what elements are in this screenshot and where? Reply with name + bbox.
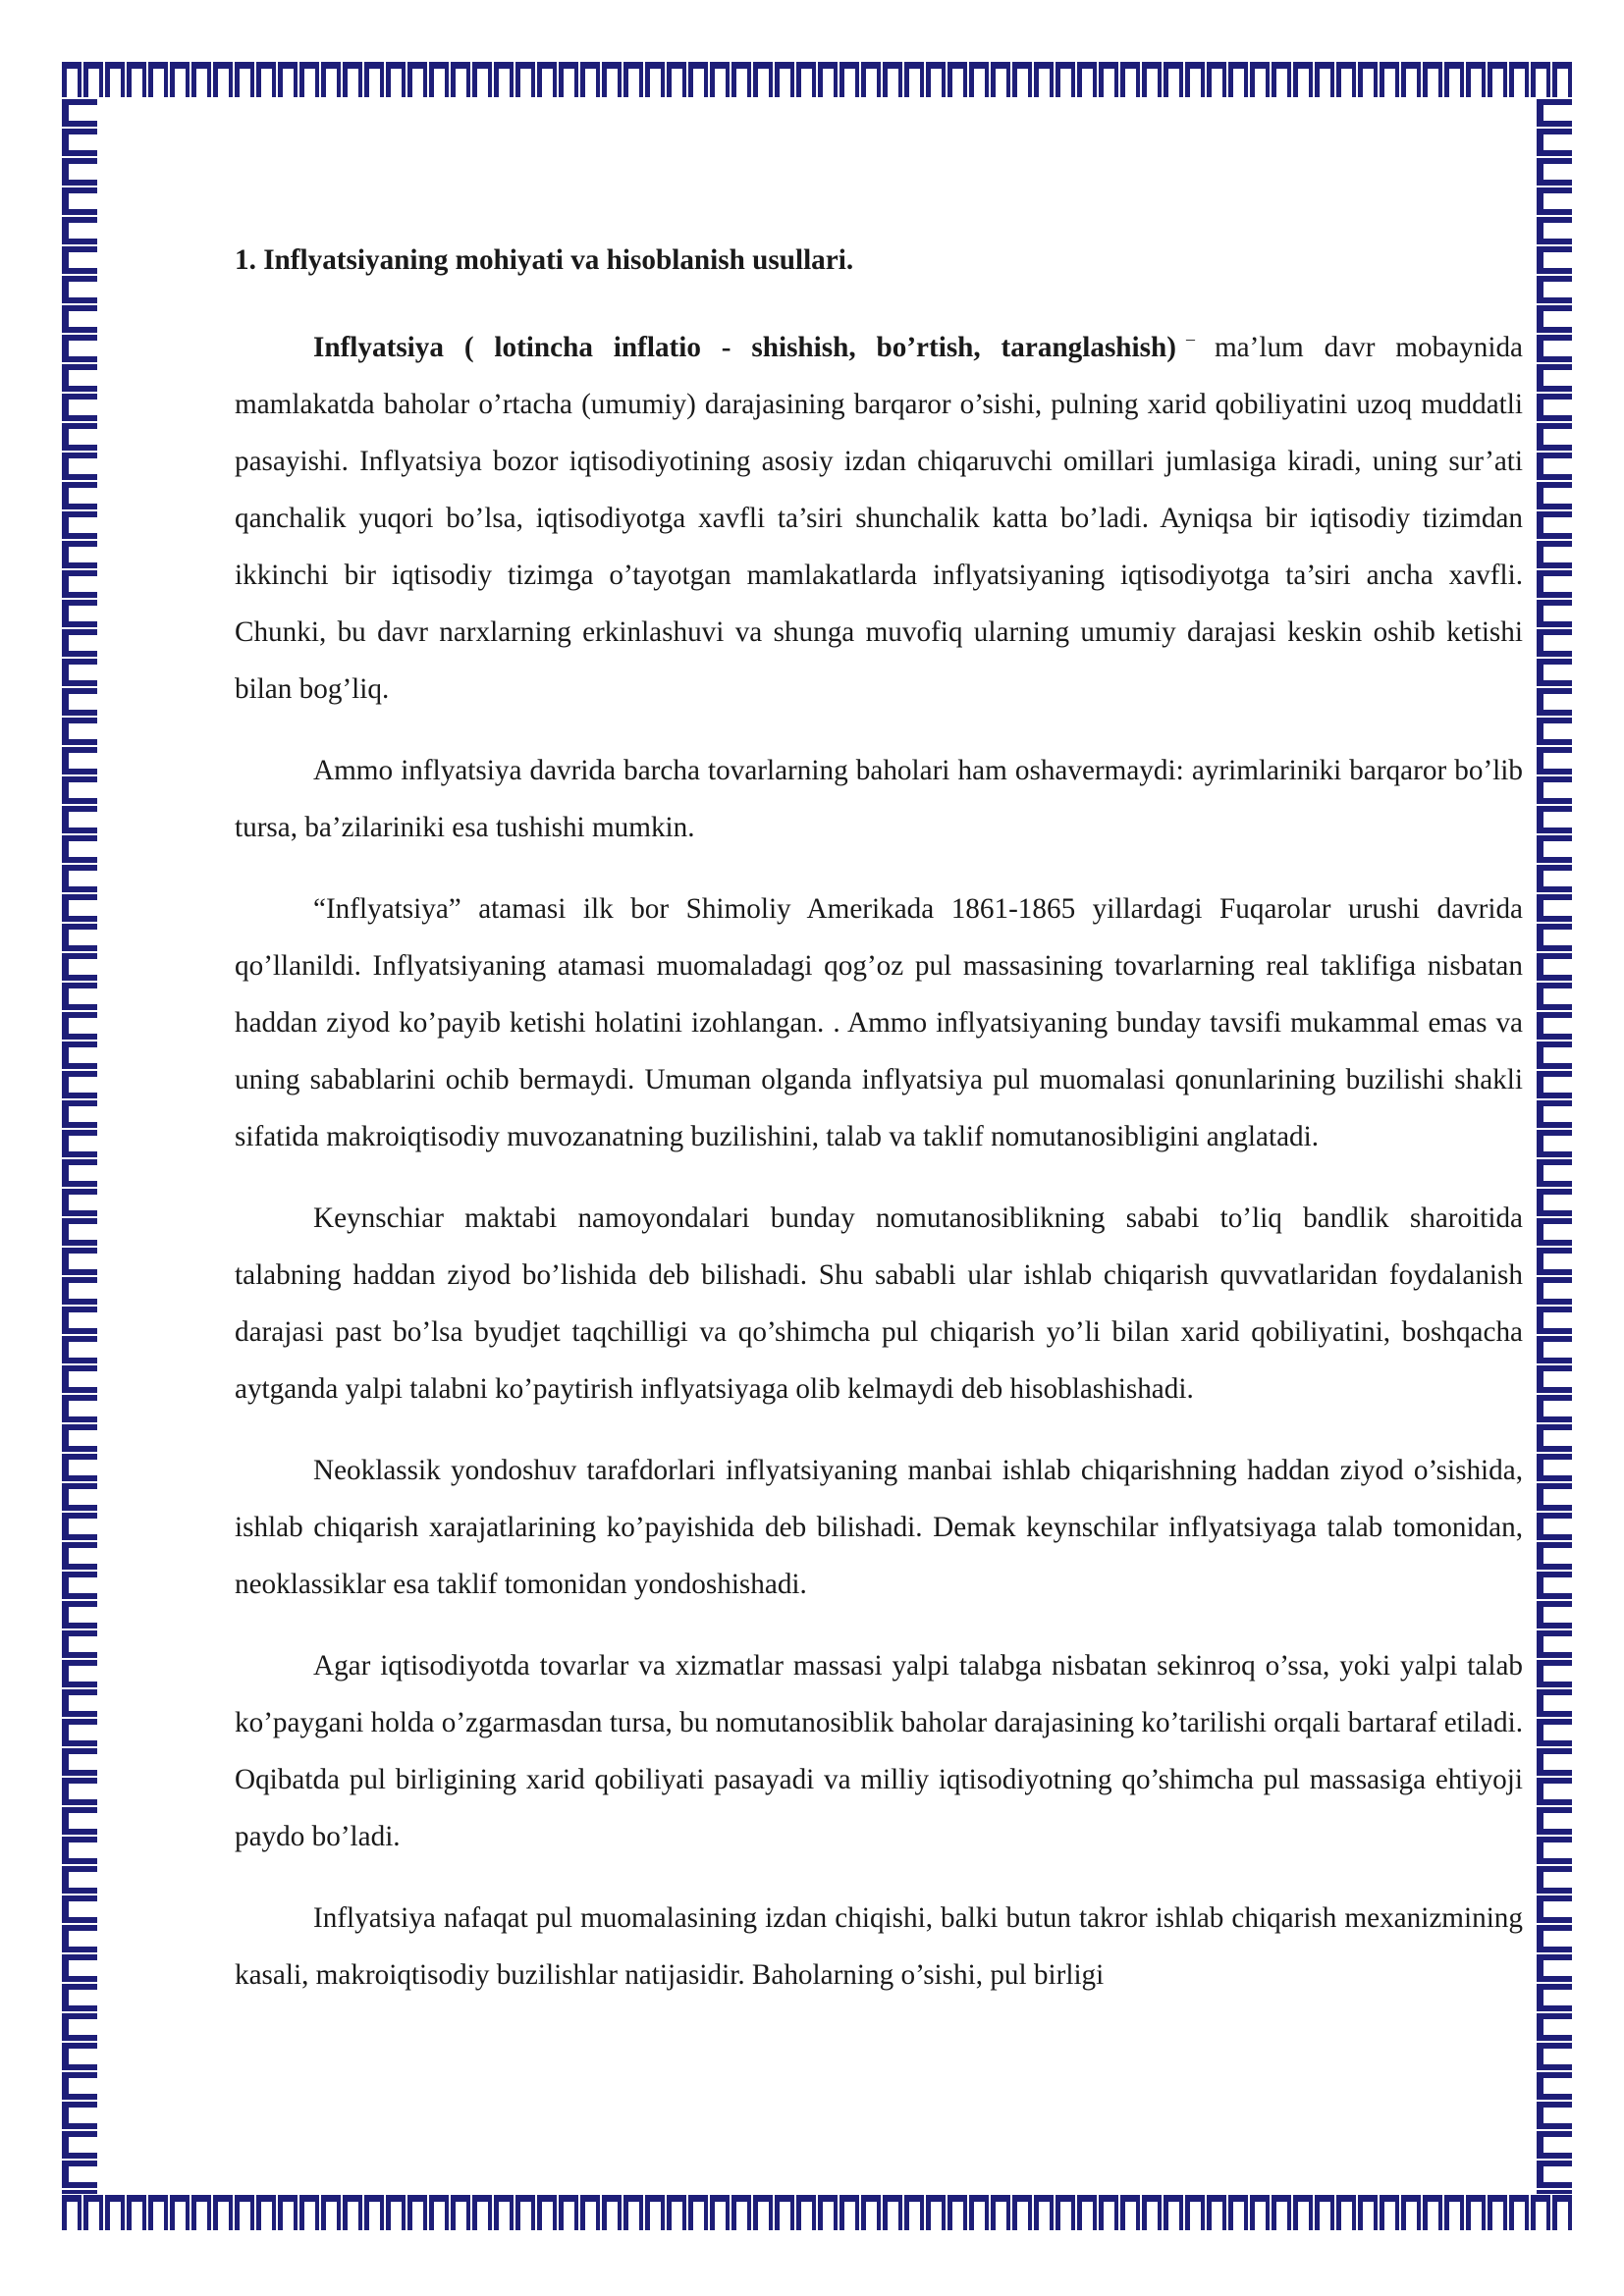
paragraph-4: Keynschiar maktabi namoyondalari bunday nomutanosiblikning sababi to’liq bandlik sharoitida talabning haddan ziyod bo’lishida deb bilishadi. Shu sababli ular ishlab chiqarish quvvatlaridan foydalanish darajasi past bo’lsa byudjet taqchilligi va qo’shimcha pul chiqarish yo’li bilan xarid qobiliyatini, boshqacha aytganda yalpi talabni ko’paytirish inflyatsiyaga olib kelmaydi deb hisoblashishadi. (235, 1202, 1523, 1405)
page-border-left (61, 98, 98, 2194)
paragraph-6: Agar iqtisodiyotda tovarlar va xizmatlar massasi yalpi talabga nisbatan sekinroq o’ssa, yoki yalpi talab ko’paygani holda o’zgarmasdan tursa, bu nomutanosiblik baholar darajasining ko’tarilishi orqali bartaraf etiladi. Oqibatda pul birligining xarid qobiliyati pasayadi va milliy iqtisodiyotning qo’shimcha pul massasiga ehtiyoji paydo bo’ladi. (235, 1650, 1523, 1852)
document-body (235, 232, 1523, 2028)
paragraph-2: Ammo inflyatsiya davrida barcha tovarlarning baholari ham oshavermaydi: ayrimlariniki barqaror bo’lib tursa, ba’zilariniki esa tushishi mumkin. (235, 755, 1523, 843)
term-definition: Inflyatsiya ( lotincha inflatio - shishish, bo’rtish, taranglashish) (313, 332, 1176, 363)
footnote-mark: – (1185, 329, 1195, 348)
paragraph-5: Neoklassik yondoshuv tarafdorlari inflyatsiyaning manbai ishlab chiqarishning haddan ziyod o’sishida, ishlab chiqarish xarajatlarining ko’payishida deb bilishadi. Demak keynschilar inflyatsiyaga talab tomonidan, neoklassiklar esa taklif tomonidan yondoshishadi. (235, 1455, 1523, 1600)
page-border-bottom (61, 2194, 1573, 2231)
definition-text: ma’lum davr mobaynida mamlakatda baholar o’rtacha (umumiy) darajasining barqaror o’sishi, pulning xarid qobiliyatini uzoq muddatli pasayishi. Inflyatsiya bozor iqtisodiyotining asosiy izdan chiqaruvchi omillari jumlasiga kiradi, uning sur’ati qanchalik yuqori bo’lsa, iqtisodiyotga xavfli ta’siri shunchalik katta bo’ladi. Ayniqsa bir iqtisodiy tizimdan ikkinchi bir iqtisodiy tizimga o’tayotgan mamlakatlarda inflyatsiyaning iqtisodiyotga ta’siri ancha xavfli. Chunki, bu davr narxlarning erkinlashuvi va shunga muvofiq ularning umumiy darajasi keskin oshib ketishi bilan bog’liq. (235, 332, 1523, 705)
paragraph-definition (235, 310, 1523, 718)
paragraph-7: Inflyatsiya nafaqat pul muomalasining izdan chiqishi, balki butun takror ishlab chiqarish mexanizmining kasali, makroiqtisodiy buzilishlar natijasidir. Baholarning o’sishi, pul birligi (235, 1902, 1523, 1991)
page-border-top (61, 61, 1573, 98)
section-heading: 1. Inflyatsiyaning mohiyati va hisoblanish usullari. (235, 244, 854, 276)
paragraph-3: “Inflyatsiya” atamasi ilk bor Shimoliy Amerikada 1861-1865 yillardagi Fuqarolar urushi davrida qo’llanildi. Inflyatsiyaning atamasi muomaladagi qog’oz pul massasining tovarlarning real taklifiga nisbatan haddan ziyod ko’payib ketishi holatini izohlangan. . Ammo inflyatsiyaning bunday tavsifi mukammal emas va uning sabablarini ochib bermaydi. Umuman olganda inflyatsiya pul muomalasi qonunlarining buzilishi shakli sifatida makroiqtisodiy muvozanatning buzilishini, talab va taklif nomutanosibligini anglatadi. (235, 893, 1523, 1152)
page-border-right (1536, 98, 1573, 2194)
